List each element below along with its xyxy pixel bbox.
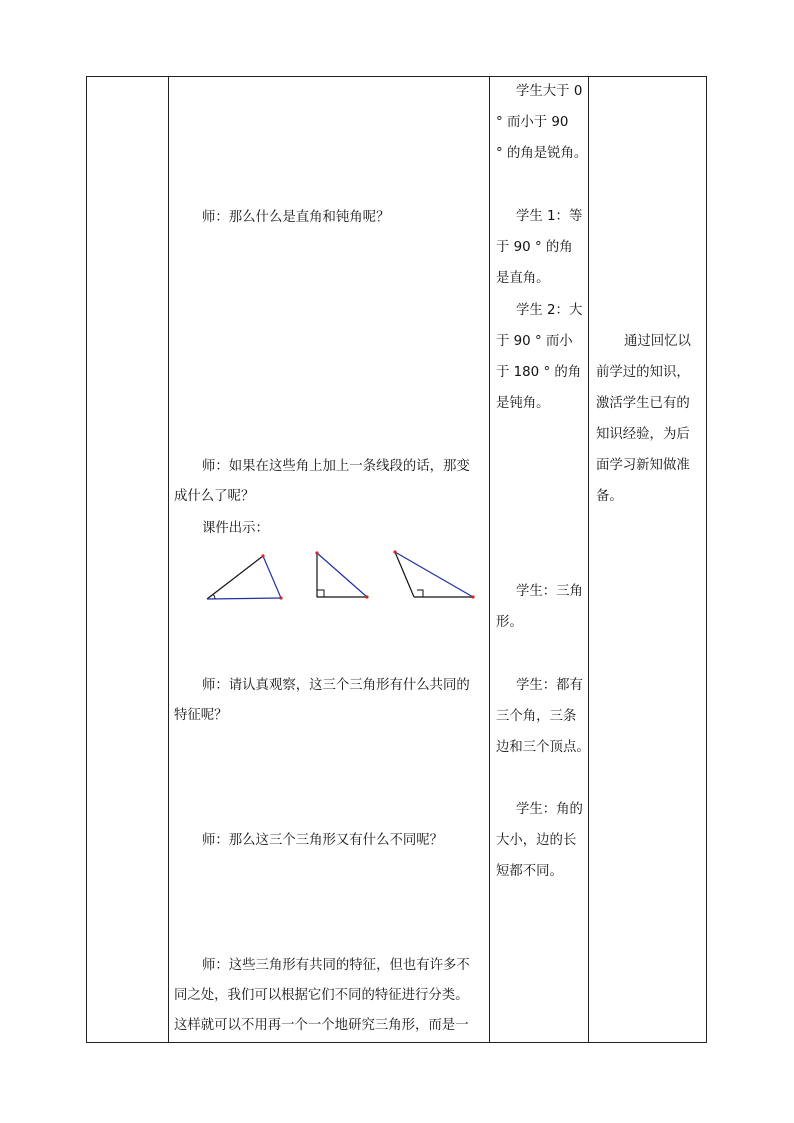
teacher-summary-line-1: 师：这些三角形有共同的特征，但也有许多不: [202, 958, 470, 973]
teacher-question-common-cont: 特征呢？: [174, 708, 228, 723]
column-divider-3: [588, 76, 589, 1043]
student-acute-line-2: ° 而小于 90: [496, 115, 569, 130]
student-features-line-2: 三个角，三条: [496, 709, 577, 724]
student-triangle-line-2: 形。: [496, 615, 523, 630]
student-obtuse-line-2: 于 90 ° 而小: [496, 334, 573, 349]
student-features-line-1: 学生：都有: [516, 678, 583, 693]
student-obtuse-line-1: 学生 2：大: [516, 303, 583, 318]
student-right-line-1: 学生 1：等: [516, 209, 583, 224]
intent-line-1: 通过回忆以: [624, 334, 691, 349]
intent-line-6: 备。: [596, 489, 623, 504]
teacher-question-add-segment-cont: 成什么了呢？: [174, 489, 255, 504]
student-acute-line-1: 学生大于 0: [516, 84, 583, 99]
student-acute-line-3: ° 的角是锐角。: [496, 146, 588, 161]
teacher-question-add-segment: 师：如果在这些角上加上一条线段的话，那变: [202, 459, 470, 474]
student-right-line-3: 是直角。: [496, 271, 550, 286]
student-obtuse-line-3: 于 180 ° 的角: [496, 365, 582, 380]
student-diff-line-3: 短都不同。: [496, 864, 563, 879]
teacher-question-common: 师：请认真观察，这三个三角形有什么共同的: [202, 678, 470, 693]
teacher-summary-line-2: 同之处，我们可以根据它们不同的特征进行分类。: [174, 988, 469, 1003]
student-diff-line-1: 学生：角的: [516, 802, 583, 817]
intent-line-5: 面学习新知做准: [596, 458, 690, 473]
courseware-label: 课件出示：: [202, 521, 269, 536]
column-divider-2: [489, 76, 490, 1043]
student-triangle-line-1: 学生：三角: [516, 584, 583, 599]
intent-line-4: 知识经验，为后: [596, 427, 690, 442]
teacher-summary-line-3: 这样就可以不用再一个一个地研究三角形，而是一: [174, 1018, 469, 1033]
teacher-question-right-obtuse: 师：那么什么是直角和钝角呢？: [202, 210, 390, 225]
intent-line-2: 前学过的知识，: [596, 365, 690, 380]
teacher-question-different: 师：那么这三个三角形又有什么不同呢？: [202, 833, 444, 848]
student-diff-line-2: 大小，边的长: [496, 833, 577, 848]
lesson-table: [86, 76, 707, 1043]
student-obtuse-line-4: 是钝角。: [496, 396, 550, 411]
intent-line-3: 激活学生已有的: [596, 396, 690, 411]
student-features-line-3: 边和三个顶点。: [496, 740, 590, 755]
student-right-line-2: 于 90 ° 的角: [496, 240, 573, 255]
column-divider-1: [168, 76, 169, 1043]
